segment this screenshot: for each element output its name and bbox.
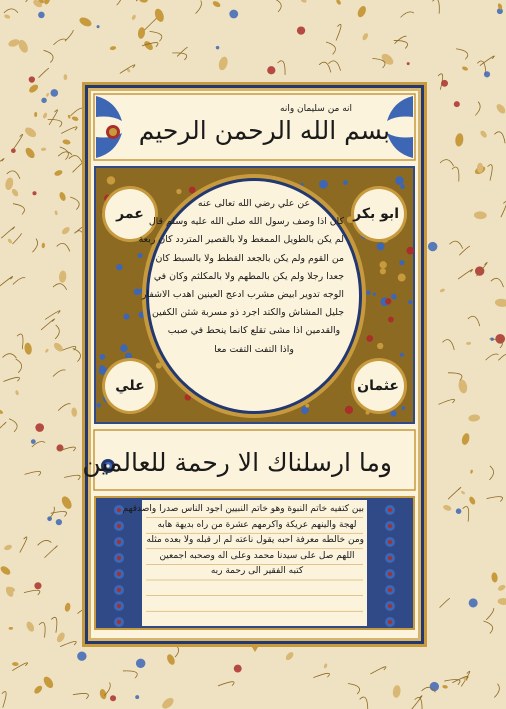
ayah-calligraphy: وما ارسلناك الا رحمة للعالمين (82, 448, 392, 477)
roundel-name-bottom-right: عثمان (357, 378, 399, 394)
basmala-calligraphy: بسم الله الرحمن الرحيم (138, 116, 390, 145)
hilye-line: الوجه تدوير ابيض مشرب ادعج العينين اهدب الاشفار (142, 289, 344, 301)
hilye-line: جليل المشاش والكتد اجرد ذو مسربة شثن الكفين (152, 307, 344, 319)
hilye-text-block (138, 195, 344, 415)
dua-line: ومن خالطه معرفة احبه يقول ناعته لم ار قبله ولا بعده مثله (146, 535, 364, 546)
hilye-line: من القوم ولم يكن بالجعد القطط ولا بالسبط كان (155, 252, 344, 264)
dua-line: لهجة والينهم عريكة واكرمهم عشرة من راه بديهة هابه (157, 519, 357, 530)
basmala-note: انه من سليمان وانه (280, 104, 353, 114)
roundel-name-top-left: عمر (116, 206, 144, 222)
hilye-line: عن علي رضي الله تعالى عنه (197, 198, 311, 209)
dua-text-block (122, 502, 364, 614)
hilye-line: كان اذا وصف رسول الله صلى الله عليه وسلم قال (148, 216, 344, 228)
roundel-name-bottom-left: علي (115, 378, 145, 394)
basmala-rosette-icon (106, 125, 120, 139)
roundel-name-top-right: ابو بكر (353, 206, 399, 222)
hilye-line: واذا التفت التفت معا (214, 343, 294, 355)
hilye-line: جعدا رجلا ولم يكن بالمطهم ولا بالمكلثم وكان في (153, 270, 344, 282)
hilye-line: والقدمين اذا مشى تقلع كانما ينحط في صبب (167, 325, 341, 337)
dua-line: كتبه الفقير الى رحمة ربه (210, 566, 304, 577)
dua-line: اللهم صل على سيدنا محمد وعلى اله وصحبه اجمعين (159, 550, 355, 561)
hilye-line: لم يكن بالطويل الممغط ولا بالقصير المتردد كان ربعة (138, 234, 344, 246)
dua-line: بين كتفيه خاتم النبوة وهو خاتم النبيين اجود الناس صدرا واصدقهم (122, 504, 364, 514)
